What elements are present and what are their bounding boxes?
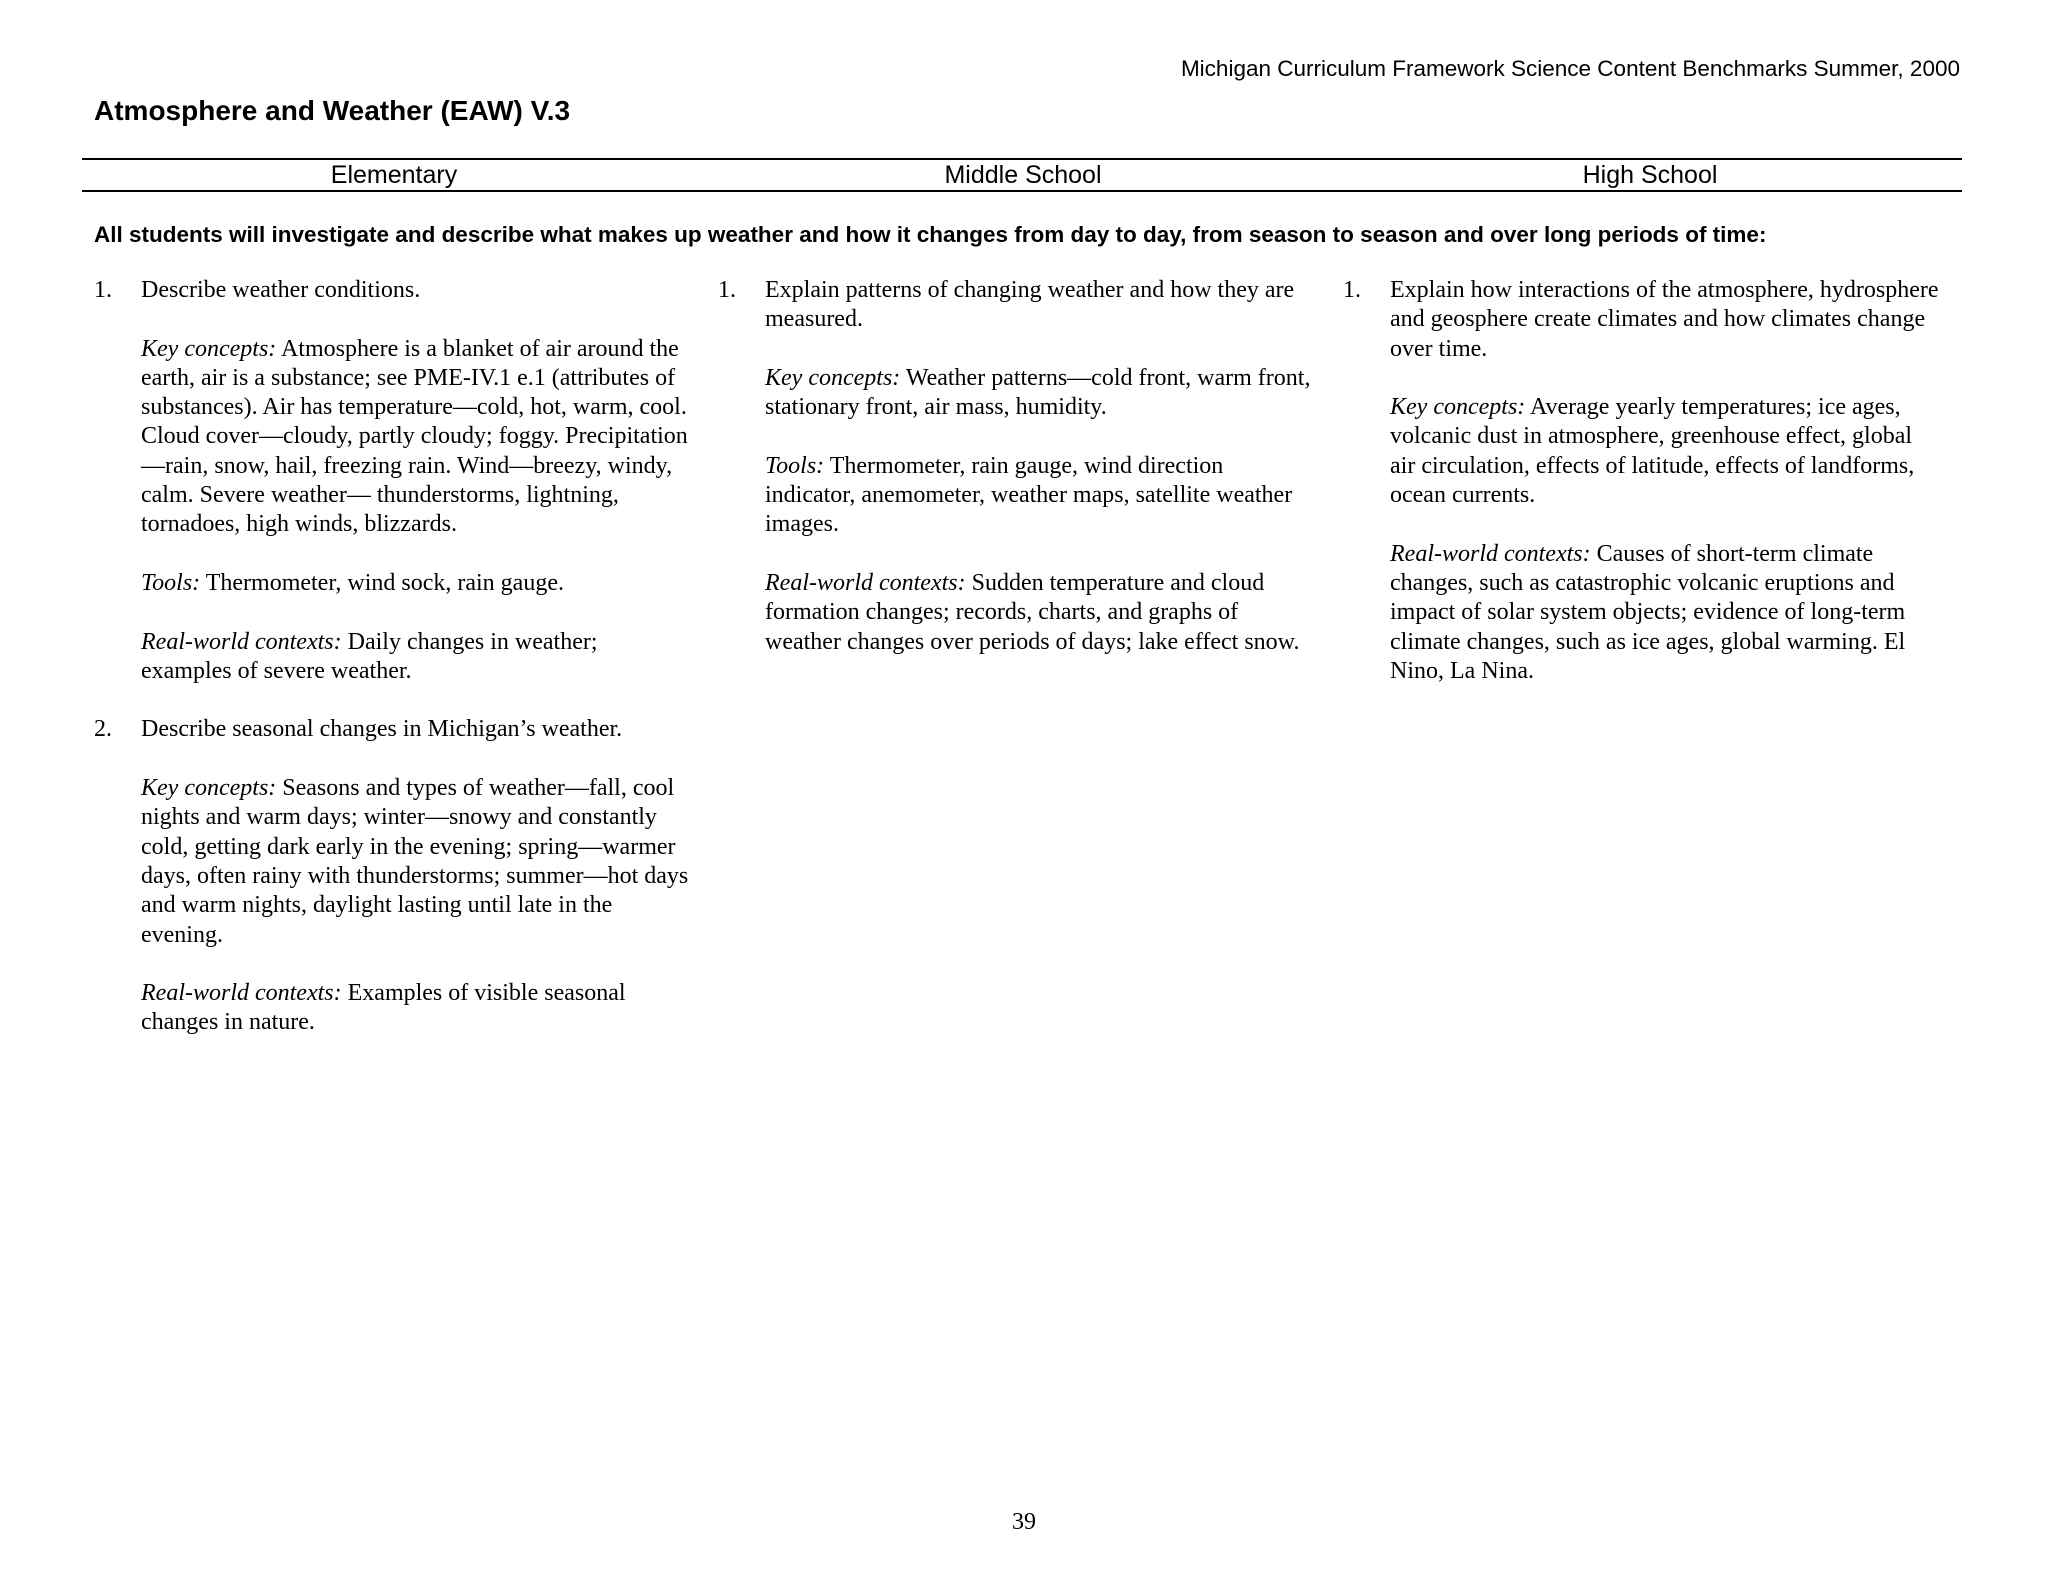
contexts-label: Real-world contexts: — [141, 980, 342, 1007]
page-title: Atmosphere and Weather (EAW) V.3 — [94, 95, 571, 126]
key-concepts — [141, 774, 694, 950]
tools-label: Tools: — [141, 569, 201, 596]
key-concepts — [141, 335, 694, 540]
key-concepts-text: Average yearly temperatures; ice ages, volcanic dust in atmosphere, greenhouse effect, global air circulation, effects of latitude, effects of landforms, ocean currents. — [1390, 394, 1915, 509]
contexts-text: Examples of visible seasonal changes in nature. — [141, 980, 626, 1036]
key-concepts — [765, 364, 1318, 423]
real-world-contexts — [141, 628, 694, 687]
benchmark-statement: Explain how interactions of the atmosphere, hydrosphere and geosphere create climates and how climates change over time. — [1390, 277, 1939, 362]
benchmark-number: 1. — [718, 277, 736, 303]
contexts-label: Real-world contexts: — [1390, 540, 1591, 567]
benchmark-statement: Explain patterns of changing weather and how they are measured. — [765, 277, 1295, 333]
tools-text: Thermometer, rain gauge, wind direction indicator, anemometer, weather maps, satellite weather images. — [765, 452, 1293, 538]
benchmark-item — [718, 276, 1318, 657]
content-standard: All students will investigate and describe what makes up weather and how it changes from day to day, from season to season and over long periods of time: — [94, 222, 1767, 247]
contexts-label: Real-world contexts: — [765, 569, 966, 596]
framework-header: Michigan Curriculum Framework Science Content Benchmarks Summer, 2000 — [1180, 56, 1960, 81]
benchmark-statement: Describe weather conditions. — [141, 277, 421, 303]
tools-text: Thermometer, wind sock, rain gauge. — [200, 569, 564, 596]
benchmark-item — [94, 276, 694, 686]
key-concepts-text: Weather patterns—cold front, warm front, stationary front, air mass, humidity. — [765, 364, 1311, 421]
level-middle-school: Middle School — [944, 161, 1102, 189]
benchmark-item — [1343, 276, 1943, 686]
tools — [765, 452, 1318, 540]
tools — [141, 569, 694, 598]
level-elementary: Elementary — [330, 161, 458, 189]
real-world-contexts — [141, 979, 694, 1038]
benchmark-statement: Describe seasonal changes in Michigan’s weather. — [141, 716, 623, 743]
key-concepts-label: Key concepts: — [141, 335, 277, 362]
key-concepts-label: Key concepts: — [1390, 394, 1526, 421]
benchmark-number: 1. — [94, 277, 112, 303]
level-high-school: High School — [1582, 161, 1718, 189]
key-concepts — [1390, 393, 1943, 510]
tools-label: Tools: — [765, 452, 825, 479]
real-world-contexts — [765, 569, 1318, 657]
key-concepts-label: Key concepts: — [141, 775, 277, 802]
contexts-text: Daily changes in weather; examples of severe weather. — [141, 628, 598, 684]
key-concepts-text: Seasons and types of weather—fall, cool nights and warm days; winter—snowy and constantly cold, getting dark early in the evening; spring—warmer days, often rainy with thunderstorms; summer—hot days and warm nights, daylight lasting until late in the evening. — [141, 775, 689, 948]
page-number: 39 — [1012, 1509, 1036, 1535]
elementary-column — [94, 276, 694, 1067]
benchmark-item — [94, 715, 694, 1037]
benchmark-number: 2. — [94, 716, 112, 743]
key-concepts-label: Key concepts: — [765, 364, 901, 391]
high-school-column — [1343, 276, 1943, 715]
benchmark-number: 1. — [1343, 277, 1361, 303]
grade-level-header — [82, 158, 1962, 192]
key-concepts-text: Atmosphere is a blanket of air around the earth, air is a substance; see PME-IV.1 e.1 (attributes of substances). Air has temperature—cold, hot, warm, cool. Cloud cover—cloudy, partly cloudy; foggy. Precipitation—rain, snow, hail, freezing rain. Wind—breezy, windy, calm. Severe weather— thunderstorms, lightning, tornadoes, high winds, blizzards. — [141, 335, 688, 538]
contexts-text: Causes of short-term climate changes, such as catastrophic volcanic eruptions and impact of solar system objects; evidence of long-term climate changes, such as ice ages, global warming. El Nino, La Nina. — [1390, 540, 1906, 684]
contexts-text: Sudden temperature and cloud formation changes; records, charts, and graphs of weather changes over periods of days; lake effect snow. — [765, 569, 1300, 655]
contexts-label: Real-world contexts: — [141, 628, 342, 655]
middle-school-column — [718, 276, 1318, 686]
real-world-contexts — [1390, 540, 1943, 686]
